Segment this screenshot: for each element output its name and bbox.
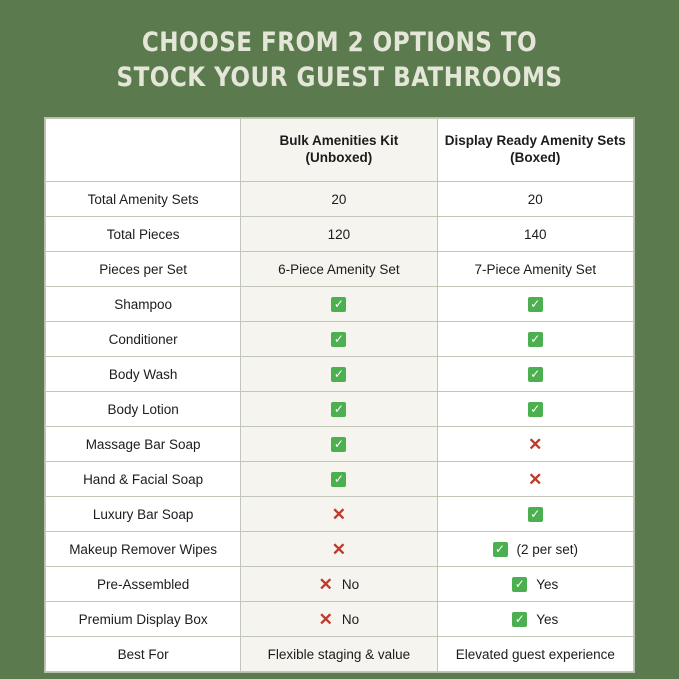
- table-header-row: [46, 119, 634, 182]
- cross-icon: ✕: [318, 609, 333, 629]
- header-display-line-1: Display Ready Amenity Sets: [444, 133, 626, 149]
- check-icon: ✓: [331, 297, 346, 312]
- cross-icon: ✕: [528, 469, 543, 489]
- cell-bulk-amenities-kit: [241, 392, 437, 427]
- cell-content: [438, 287, 633, 321]
- cell-bulk-amenities-kit: [241, 497, 437, 532]
- table-row: [46, 497, 634, 532]
- cell-content: [241, 427, 436, 461]
- header-bulk-line-1: Bulk Amenities Kit: [279, 133, 399, 149]
- cell-display-ready-amenity-sets: [437, 567, 633, 602]
- cell-bulk-amenities-kit: [241, 322, 437, 357]
- table-row: [46, 462, 634, 497]
- cell-display-ready-amenity-sets: [437, 532, 633, 567]
- cell-content: [241, 497, 436, 531]
- header-cell-blank: [46, 119, 241, 182]
- cell-display-ready-amenity-sets: [437, 602, 633, 637]
- cell-bulk-amenities-kit: [241, 427, 437, 462]
- row-label: Pieces per Set: [46, 252, 241, 287]
- cell-bulk-amenities-kit: [241, 357, 437, 392]
- cell-display-ready-amenity-sets: [437, 287, 633, 322]
- cell-content: [241, 567, 436, 601]
- check-icon: ✓: [528, 402, 543, 417]
- table-row: [46, 322, 634, 357]
- table-body: [46, 182, 634, 672]
- cell-content: [241, 357, 436, 391]
- table-row: [46, 427, 634, 462]
- cell-display-ready-amenity-sets: [437, 427, 633, 462]
- cell-display-ready-amenity-sets: [437, 392, 633, 427]
- cell-content: [438, 602, 633, 636]
- cell-content: [438, 497, 633, 531]
- cell-display-ready-amenity-sets: 140: [437, 217, 633, 252]
- cross-icon: ✕: [528, 434, 543, 454]
- cell-note: Yes: [536, 576, 559, 592]
- cell-display-ready-amenity-sets: 7-Piece Amenity Set: [437, 252, 633, 287]
- header-display-line-2: (Boxed): [510, 150, 561, 166]
- cell-content: [241, 602, 436, 636]
- check-icon: ✓: [493, 542, 508, 557]
- cell-content: [438, 427, 633, 461]
- table-row: [46, 217, 634, 252]
- row-label: Total Amenity Sets: [46, 182, 241, 217]
- header-bulk-line-2: (Unboxed): [305, 150, 373, 166]
- cell-bulk-amenities-kit: [241, 287, 437, 322]
- table-row: [46, 637, 634, 672]
- check-icon: ✓: [331, 367, 346, 382]
- check-icon: ✓: [528, 507, 543, 522]
- cell-display-ready-amenity-sets: [437, 462, 633, 497]
- header-cell-display-ready-amenity-sets: [437, 119, 633, 182]
- row-label: Massage Bar Soap: [46, 427, 241, 462]
- table-row: [46, 287, 634, 322]
- cell-display-ready-amenity-sets: [437, 322, 633, 357]
- page-title: [59, 26, 620, 95]
- row-label: Body Lotion: [46, 392, 241, 427]
- cross-icon: ✕: [331, 539, 347, 559]
- check-icon: ✓: [528, 367, 543, 382]
- row-label: Hand & Facial Soap: [46, 462, 241, 497]
- check-icon: ✓: [331, 402, 346, 417]
- cell-content: [241, 322, 436, 356]
- cell-note: (2 per set): [516, 541, 579, 557]
- cell-content: [438, 392, 633, 426]
- cell-bulk-amenities-kit: Flexible staging & value: [241, 637, 437, 672]
- cell-bulk-amenities-kit: 6-Piece Amenity Set: [241, 252, 437, 287]
- row-label: Total Pieces: [46, 217, 241, 252]
- cell-bulk-amenities-kit: [241, 602, 437, 637]
- table-row: [46, 602, 634, 637]
- cell-bulk-amenities-kit: [241, 462, 437, 497]
- cell-content: [438, 357, 633, 391]
- header-cell-bulk-amenities-kit: [241, 119, 437, 182]
- check-icon: ✓: [528, 297, 543, 312]
- cell-content: [241, 287, 436, 321]
- page-title-line-1: CHOOSE FROM 2 OPTIONS TO: [141, 27, 538, 58]
- cell-display-ready-amenity-sets: 20: [437, 182, 633, 217]
- table-row: [46, 392, 634, 427]
- cell-note: Yes: [536, 611, 559, 627]
- comparison-table: [45, 118, 634, 672]
- cell-display-ready-amenity-sets: [437, 497, 633, 532]
- check-icon: ✓: [512, 612, 527, 627]
- cell-content: [241, 532, 436, 566]
- row-label: Body Wash: [46, 357, 241, 392]
- cell-content: [241, 462, 436, 496]
- cell-bulk-amenities-kit: 120: [241, 217, 437, 252]
- table-row: [46, 567, 634, 602]
- check-icon: ✓: [331, 332, 346, 347]
- cell-content: [241, 392, 436, 426]
- cell-display-ready-amenity-sets: Elevated guest experience: [437, 637, 633, 672]
- check-icon: ✓: [331, 437, 346, 452]
- row-label: Shampoo: [46, 287, 241, 322]
- comparison-table-container: [44, 117, 635, 673]
- check-icon: ✓: [331, 472, 346, 487]
- cross-icon: ✕: [318, 574, 333, 594]
- cell-bulk-amenities-kit: [241, 567, 437, 602]
- check-icon: ✓: [528, 332, 543, 347]
- row-label: Luxury Bar Soap: [46, 497, 241, 532]
- table-header: [46, 119, 634, 182]
- row-label: Makeup Remover Wipes: [46, 532, 241, 567]
- row-label: Best For: [46, 637, 241, 672]
- table-row: [46, 252, 634, 287]
- page-title-line-2: STOCK YOUR GUEST BATHROOMS: [116, 61, 563, 93]
- row-label: Pre-Assembled: [46, 567, 241, 602]
- cell-content: [438, 322, 633, 356]
- check-icon: ✓: [512, 577, 527, 592]
- cell-display-ready-amenity-sets: [437, 357, 633, 392]
- row-label: Conditioner: [46, 322, 241, 357]
- cell-note: No: [341, 611, 360, 627]
- table-row: [46, 357, 634, 392]
- cell-bulk-amenities-kit: 20: [241, 182, 437, 217]
- cell-content: [438, 532, 633, 566]
- cell-content: [438, 567, 633, 601]
- table-row: [46, 182, 634, 217]
- row-label: Premium Display Box: [46, 602, 241, 637]
- cell-bulk-amenities-kit: [241, 532, 437, 567]
- cross-icon: ✕: [331, 504, 347, 524]
- table-row: [46, 532, 634, 567]
- cell-note: No: [341, 576, 360, 592]
- cell-content: [438, 462, 633, 496]
